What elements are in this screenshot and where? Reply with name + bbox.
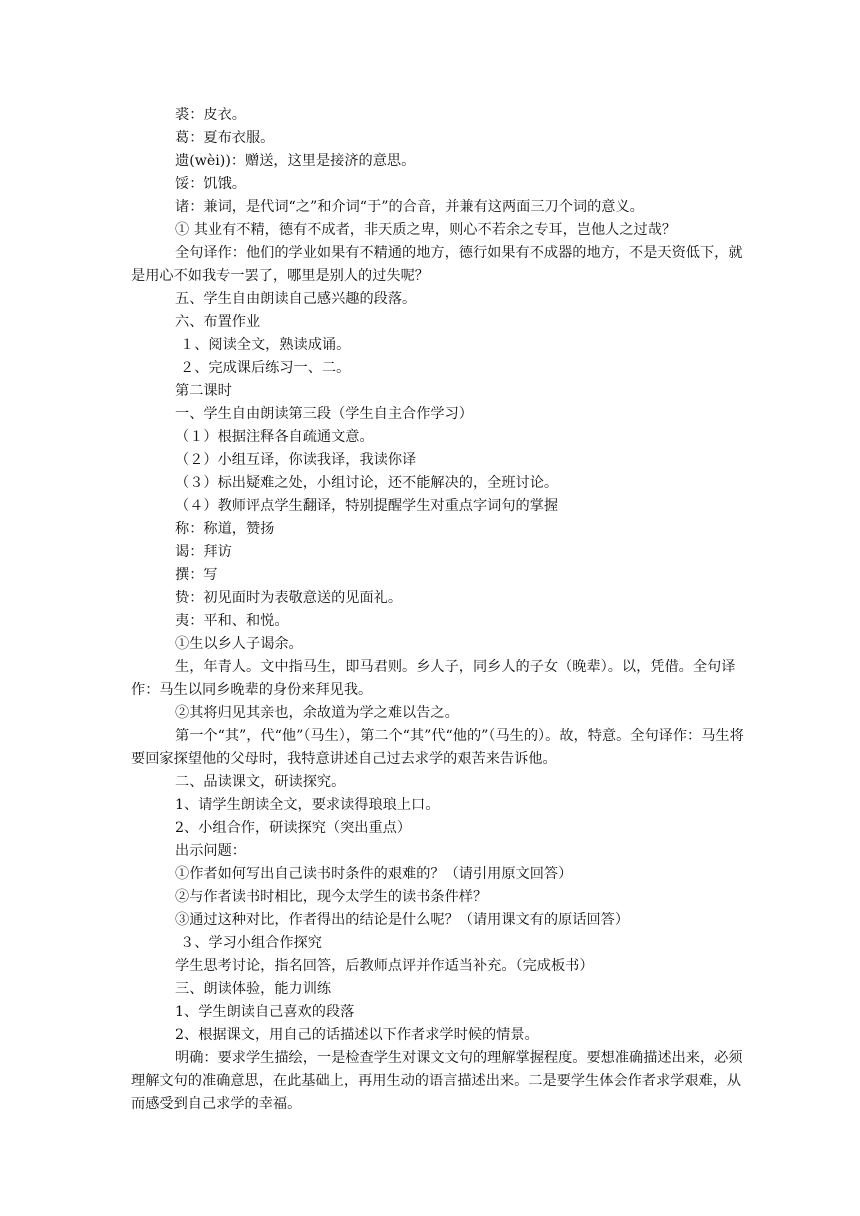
vocab-cheng: 称：称道，赞扬 — [175, 521, 275, 537]
lesson-2-step-1: 一、学生自由朗读第三段（学生自主合作学习） — [175, 406, 473, 422]
vocab-qiu: 裘：皮衣。 — [175, 107, 246, 123]
vocab-zhi: 贽：初见面时为表敬意送的见面礼。 — [175, 590, 403, 606]
lesson-2-step-2: 二、品读课文，研读探究。 — [175, 774, 346, 790]
step-2-item-1: 1、请学生朗读全文，要求读得琅琅上口。 — [175, 797, 440, 813]
vocab-zhu: 诸：兼词，是代词“之”和介词“于”的合音，并兼有这两面三刀个词的意义。 — [175, 199, 644, 215]
step-5-heading: 五、学生自由朗读自己感兴趣的段落。 — [175, 291, 417, 307]
step-6-heading: 六、布置作业 — [175, 314, 261, 330]
substep-4: （４）教师评点学生翻译，特别提醒学生对重点字词句的掌握 — [175, 498, 559, 514]
sentence-1: ① 其业有不精，德有不成者，非天质之卑，则心不若余之专耳，岂他人之过哉？ — [175, 222, 677, 238]
translation-1: 全句译作：他们的学业如果有不精通的地方，德行如果有不成器的地方，不是天资低下，就是用心不如我专一罢了，哪里是别人的过失呢？ — [131, 245, 743, 284]
question-1: ①作者如何写出自己读书时条件的艰难的？（请引用原文回答） — [175, 866, 573, 882]
lesson-2-heading: 第二课时 — [175, 383, 232, 399]
vocab-ge: 葛：夏布衣服。 — [175, 130, 275, 146]
question-3: ③通过这种对比，作者得出的结论是什么呢？（请用课文有的原话回答） — [175, 912, 630, 928]
questions-heading: 出示问题： — [175, 843, 246, 859]
sentence-2: ①生以乡人子谒余。 — [175, 636, 303, 652]
question-2: ②与作者读书时相比，现今太学生的读书条件样？ — [175, 889, 488, 905]
substep-1: （１）根据注释各自疏通文意。 — [175, 429, 374, 445]
vocab-zhuan: 撰：写 — [175, 567, 218, 583]
homework-item-1: １、阅读全文，熟读成诵。 — [180, 337, 351, 353]
substep-3: （３）标出疑难之处，小组讨论，还不能解决的，全班讨论。 — [175, 475, 559, 491]
step-2-item-2: 2、小组合作，研读探究（突出重点） — [175, 820, 412, 836]
translation-2: 生，年青人。文中指马生，即马君则。乡人子，同乡人的子女（晚辈）。以，凭借。全句译作：马生以同乡晚辈的身份来拜见我。 — [131, 659, 736, 698]
translation-3: 第一个“其”，代“他”（马生），第二个“其”代“他的”（马生的）。故，特意。全句译作：马生将要回家探望他的父母时，我特意讲述自己过去求学的艰苦来告诉他。 — [131, 728, 744, 767]
substep-2: （２）小组互译，你读我译，我读你译 — [175, 452, 417, 468]
clarification: 明确：要求学生描绘，一是检查学生对课文文句的理解掌握程度。要想准确描述出来，必须理解文句的准确意思，在此基础上，再用生动的语言描述出来。二是要学生体会作者求学艰难，从而感受到自己求学的幸福。 — [131, 1050, 743, 1112]
homework-item-2: ２、完成课后练习一、二。 — [180, 360, 351, 376]
lesson-2-step-3: 三、朗读体验，能力训练 — [175, 981, 332, 997]
document-body — [131, 104, 751, 1116]
sentence-3: ②其将归见其亲也，余故道为学之难以告之。 — [175, 705, 459, 721]
step-2-item-3: ３、学习小组合作探究 — [180, 935, 322, 951]
vocab-wei: 遗(wèi))：赠送，这里是接济的意思。 — [175, 153, 416, 169]
vocab-nei: 馁：饥饿。 — [175, 176, 246, 192]
step-3-item-2: 2、根据课文，用自己的话描述以下作者求学时候的情景。 — [175, 1027, 539, 1043]
vocab-ye: 谒：拜访 — [175, 544, 232, 560]
discussion-note: 学生思考讨论，指名回答，后教师点评并作适当补充。（完成板书） — [175, 958, 594, 974]
vocab-yi: 夷：平和、和悦。 — [175, 613, 289, 629]
step-3-item-1: 1、学生朗读自己喜欢的段落 — [175, 1004, 355, 1020]
